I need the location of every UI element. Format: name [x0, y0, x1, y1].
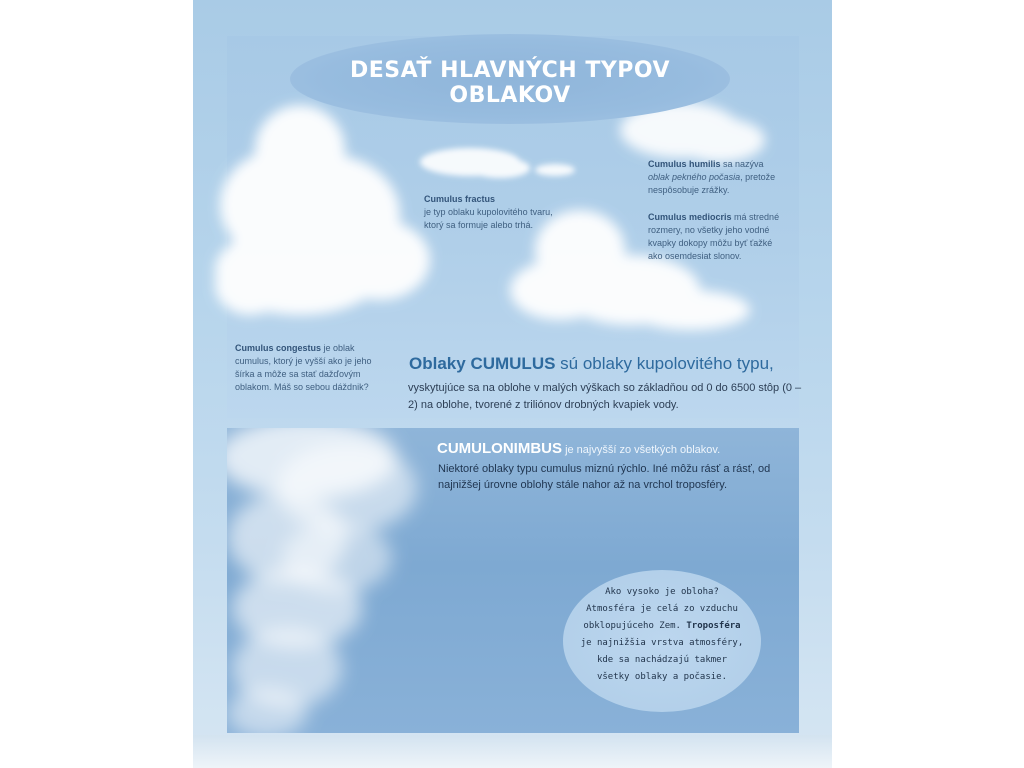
cumulus-humilis-text-a: sa nazýva	[723, 159, 764, 169]
cumulus-fractus-name: Cumulus fractus	[424, 194, 496, 204]
cumulus-fractus-caption	[424, 193, 554, 232]
bubble-line-2: Atmosféra je celá zo vzduchu	[586, 604, 738, 614]
cumulonimbus-body: Niektoré oblaky typu cumulus miznú rýchlo. Iné môžu rásť a rásť, od najnižšej úrovne oblohy stále nahor až na vrchol troposféry.	[438, 463, 771, 491]
bubble-line-3: obklopujúceho Zem.	[583, 621, 681, 631]
bubble-line-5: kde sa nachádzajú takmer	[596, 655, 728, 665]
bubble-line-1: Ako vysoko je obloha?	[605, 587, 719, 597]
cumulus-fractus-text: je typ oblaku kupolovitého tvaru, ktorý sa formuje alebo trhá.	[424, 207, 553, 230]
cumulus-humilis-text-b: , pretože nespôsobuje zrážky.	[648, 172, 776, 195]
page-margin	[193, 735, 832, 768]
cumulus-congestus-text: je oblak cumulus, ktorý je vyšší ako je jeho šírka a môže sa stať dažďovým oblakom. Máš so sebou dáždnik?	[235, 343, 372, 392]
cumulus-mediocris-text: má stredné rozmery, no všetky jeho vodné kvapky dokopy môžu byť ťažké ako osemdesiat slonov.	[648, 212, 780, 261]
cumulus-congestus-cloud	[215, 105, 430, 315]
cumulus-mediocris-name: Cumulus mediocris	[648, 212, 732, 222]
cumulus-humilis-name: Cumulus humilis	[648, 159, 721, 169]
bubble-line-4: je najnižšia vrstva atmosféry,	[580, 638, 744, 648]
cumulus-fractus-cloud	[420, 148, 575, 178]
cumulus-humilis-text-italic: oblak pekného počasia	[648, 172, 741, 182]
cumulus-heading	[409, 354, 809, 374]
info-bubble-text	[563, 584, 761, 686]
cumulus-humilis-caption	[648, 158, 778, 197]
cumulonimbus-heading-bold: CUMULONIMBUS	[437, 440, 562, 457]
cumulonimbus-heading	[437, 440, 797, 457]
cumulus-heading-suffix: sú oblaky kupolovitého typu,	[560, 354, 774, 373]
page-title: DESAŤ HLAVNÝCH TYPOV OBLAKOV	[349, 58, 671, 108]
cumulus-heading-prefix: Oblaky	[409, 354, 466, 373]
cumulus-congestus-name: Cumulus congestus	[235, 343, 322, 353]
cumulus-mediocris-caption	[648, 211, 788, 263]
cumulus-congestus-caption	[235, 342, 385, 394]
cumulus-heading-bold: CUMULUS	[470, 354, 556, 373]
cumulus-body: vyskytujúce sa na oblohe v malých výškach so základňou od 0 do 6500 stôp (0 – 2) na oblohe, tvorené z triliónov drobných kvapiek vody.	[408, 382, 802, 411]
bubble-line-3-bold: Troposféra	[686, 621, 741, 631]
cumulonimbus-heading-suffix: je najvyšší zo všetkých oblakov.	[565, 444, 721, 456]
bubble-line-6: všetky oblaky a počasie.	[596, 672, 728, 682]
